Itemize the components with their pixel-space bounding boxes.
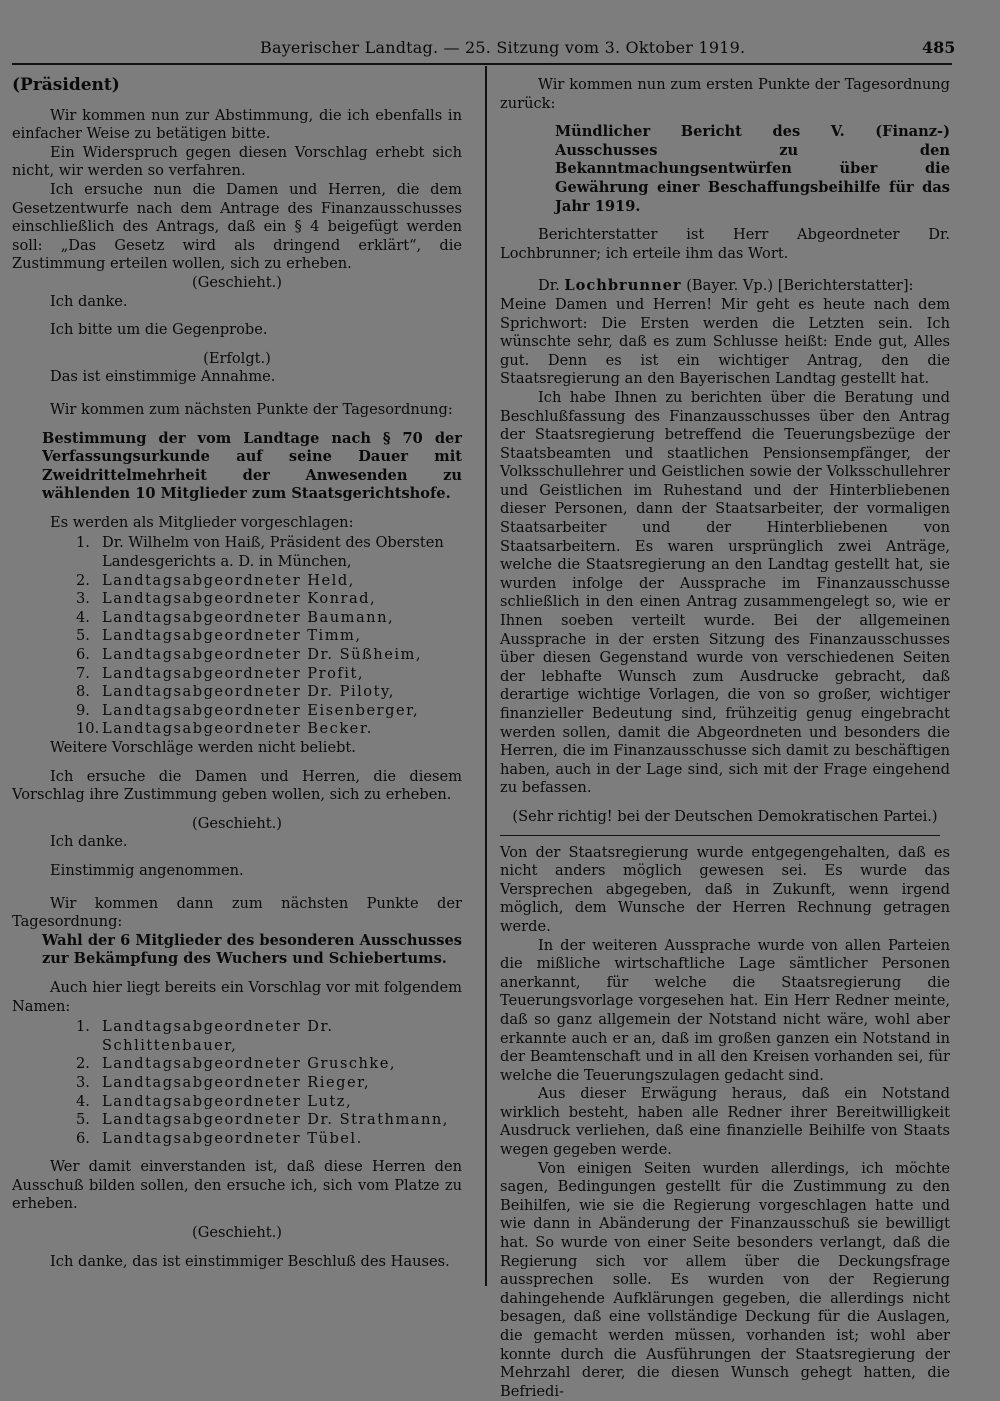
list-item: 6. Landtagsabgeordneter Tübel. xyxy=(76,1129,363,1147)
stage-direction: (Erfolgt.) xyxy=(203,349,271,367)
list-item: 1. Dr. Wilhelm von Haiß, Präsident des Obersten Landesgerichts a. D. in München, xyxy=(76,534,444,571)
paragraph: Das ist einstimmige Annahme. xyxy=(50,368,276,386)
member-list xyxy=(12,1018,462,1148)
paragraph: Wir kommen nun zum ersten Punkte der Tagesordnung zurück: xyxy=(500,76,950,112)
speaker-line xyxy=(500,277,950,296)
column-divider xyxy=(485,66,487,1286)
list-item: 5. Landtagsabgeordneter Timm, xyxy=(76,627,362,645)
paragraph: In der weiteren Aussprache wurde von allen Parteien die mißliche wirtschaftliche Lage sämtlicher Personen anerkannt, für welche die Staatsregierung die Teuerungsvorlage vorgesehen hat. Ein Herr Redner meinte, daß so ganz allgemein der Notstand nicht wäre, wohl aber erkannte auch er an, daß im großen ganzen ein Notstand in der Beamtenschaft und in all den Kreisen vorhanden sei, für welche die Teuerungszulagen gedacht sind. xyxy=(500,936,950,1084)
speaker-party: (Bayer. Vp.) [Berichterstatter]: xyxy=(686,277,914,295)
stage-direction: (Sehr richtig! bei der Deutschen Demokratischen Partei.) xyxy=(512,807,938,825)
list-item: 2. Landtagsabgeordneter Held, xyxy=(76,571,355,589)
speaker-prefix: Dr. xyxy=(538,277,560,295)
list-item: 1. Landtagsabgeordneter Dr. Schlittenbauer, xyxy=(76,1018,334,1054)
page-number: 485 xyxy=(922,38,956,57)
paragraph: Von einigen Seiten wurden allerdings, ich möchte sagen, Bedingungen gestellt für die Zustimmung zu den Beihilfen, wie sie die Regierung vorgeschlagen hatte und wie dann in Abänderung der Finanzausschuß sie bewilligt hat. So wurde von einer Seite besonders verlangt, daß die Regierung sich vor allem über die Deckungsfrage aussprechen solle. Es wurden von der Regierung dahingehende Aufklärungen gegeben, die allerdings nicht besagen, daß eine vollständige Deckung für die Auslagen, die gemacht werden müssen, vorhanden ist; wohl aber konnte durch die Ausführungen der Staatsregierung der Mehrzahl derer, die diesen Wunsch gehegt hatten, die Befriedi- xyxy=(500,1159,950,1400)
paragraph: Weitere Vorschläge werden nicht beliebt. xyxy=(50,739,356,756)
list-item: 4. Landtagsabgeordneter Baumann, xyxy=(76,608,395,626)
stage-direction: (Geschieht.) xyxy=(192,1224,282,1242)
paragraph: Wir kommen zum nächsten Punkte der Tagesordnung: xyxy=(50,400,453,418)
paragraph: Ich danke, das ist einstimmiger Beschluß des Hauses. xyxy=(50,1252,450,1270)
speaker-heading: (Präsident) xyxy=(12,75,120,95)
stage-direction: (Geschieht.) xyxy=(192,273,282,291)
paragraph: Ich danke. xyxy=(50,292,128,310)
list-item: 9. Landtagsabgeordneter Eisenberger, xyxy=(76,701,420,719)
list-item: 3. Landtagsabgeordneter Konrad, xyxy=(76,590,377,608)
paragraph: Ich habe Ihnen zu berichten über die Beratung und Beschlußfassung des Finanzausschusses über den Antrag der Staatsregierung betreffend die Teuerungsbezüge der Staatsbeamten und staatlichen Pensionsempfänger, der Volksschullehrer und Geistlichen sowie der Volksschullehrer und Geistlichen im Ruhestand und der Hinterbliebenen dieser Personen, dann der Staatsarbeiter, der vormaligen Staatsarbeiter und der Hinterbliebenen von Staatsarbeitern. Es waren ursprünglich zwei Anträge, welche die Staatsregierung an den Landtag gestellt hat, sie wurden infolge der Aussprache im Finanzausschusse schließlich in den einen Antrag zusammengelegt so, wie er Ihnen soeben verteilt wurde. Bei der allgemeinen Aussprache in der ersten Sitzung des Finanzausschusses über diesen Gegenstand wurde von verschiedenen Seiten der lebhafte Wunsch zum Ausdrucke gebracht, daß derartige wichtige Vorlagen, die von so großer, wichtiger finanzieller Bedeutung sind, frühzeitig genug eingebracht werden sollen, damit die Abgeordneten und besonders die Herren, die im Finanzausschusse sich damit zu beschäftigen haben, auch in der Lage sind, sich mit der Frage eingehend zu befassen. xyxy=(500,388,950,797)
paragraph: Berichterstatter ist Herr Abgeordneter Dr. Lochbrunner; ich erteile ihm das Wort. xyxy=(500,226,950,262)
paragraph: Wir kommen dann zum nächsten Punkte der Tagesordnung: xyxy=(12,894,462,931)
list-item: 4. Landtagsabgeordneter Lutz, xyxy=(76,1092,353,1110)
list-item: 7. Landtagsabgeordneter Profit, xyxy=(76,664,364,682)
list-item: 3. Landtagsabgeordneter Rieger, xyxy=(76,1073,371,1091)
agenda-item: Bestimmung der vom Landtage nach § 70 der Verfassungsurkunde auf seine Dauer mit Zweidrittelmehrheit der Anwesenden zu wählenden 10 Mitglieder zum Staatsgerichtshofe. xyxy=(42,429,462,503)
paragraph: Ich bitte um die Gegenprobe. xyxy=(50,321,268,339)
paragraph: Einstimmig angenommen. xyxy=(50,861,244,879)
right-column xyxy=(500,76,950,1401)
paragraph: Ich ersuche die Damen und Herren, die diesem Vorschlag ihre Zustimmung geben wollen, sich zu erheben. xyxy=(12,767,462,804)
paragraph: Ein Widerspruch gegen diesen Vorschlag erhebt sich nicht, wir werden so verfahren. xyxy=(12,143,462,180)
agenda-item: Wahl der 6 Mitglieder des besonderen Ausschusses zur Bekämpfung des Wuchers und Schiebertums. xyxy=(42,931,462,968)
list-item: 8. Landtagsabgeordneter Dr. Piloty, xyxy=(76,683,395,701)
list-item: 6. Landtagsabgeordneter Dr. Süßheim, xyxy=(76,646,422,664)
paragraph: Wir kommen nun zur Abstimmung, die ich ebenfalls in einfacher Weise zu betätigen bitte. xyxy=(12,106,462,143)
separator-rule xyxy=(500,835,940,836)
paragraph: Meine Damen und Herren! Mir geht es heute nach dem Sprichwort: Die Ersten werden die Letzten sein. Ich wünschte sehr, daß es zum Schlusse heißt: Ende gut, Alles gut. Denn es ist ein wichtiger Antrag, den die Staatsregierung an den Bayerischen Landtag gestellt hat. xyxy=(500,295,950,388)
list-item: 5. Landtagsabgeordneter Dr. Strathmann, xyxy=(76,1111,449,1129)
paragraph: Wer damit einverstanden ist, daß diese Herren den Ausschuß bilden sollen, den ersuche ich, sich vom Platze zu erheben. xyxy=(12,1158,462,1213)
running-title: Bayerischer Landtag. — 25. Sitzung vom 3. Oktober 1919. xyxy=(260,38,746,57)
member-list xyxy=(12,534,462,739)
paragraph: Aus dieser Erwägung heraus, daß ein Notstand wirklich besteht, haben alle Redner ihrer Bereitwilligkeit Ausdruck verliehen, daß eine finanzielle Beihilfe von Staats wegen gegeben werde. xyxy=(500,1085,950,1159)
paragraph: Ich danke. xyxy=(50,833,128,851)
paragraph: Von der Staatsregierung wurde entgegengehalten, daß es nicht anders möglich gewesen sei. Es wurde das Versprechen abgegeben, daß in Zukunft, wenn irgend möglich, dem Wunsche der Herren Rechnung getragen werde. xyxy=(500,843,950,935)
header-rule xyxy=(12,63,952,65)
page-header xyxy=(0,38,1000,62)
paragraph: Es werden als Mitglieder vorgeschlagen: xyxy=(50,513,354,531)
speaker-name: Lochbrunner xyxy=(564,277,682,295)
stage-direction: (Geschieht.) xyxy=(192,814,282,832)
paragraph: Auch hier liegt bereits ein Vorschlag vor mit folgendem Namen: xyxy=(12,978,462,1015)
list-item: 2. Landtagsabgeordneter Gruschke, xyxy=(76,1055,397,1073)
paragraph: Ich ersuche nun die Damen und Herren, die dem Gesetzentwurfe nach dem Antrage des Finanzausschusses einschließlich des Antrags, daß ein § 4 beigefügt werden soll: „Das Gesetz wird als dringend erklärt“, die Zustimmung erteilen wollen, sich zu erheben. xyxy=(12,180,462,273)
list-item: 10. Landtagsabgeordneter Becker. xyxy=(76,720,373,738)
agenda-item: Mündlicher Bericht des V. (Finanz-) Ausschusses zu den Bekanntmachungsentwürfen über die Gewährung einer Beschaffungsbeihilfe für das Jahr 1919. xyxy=(555,123,950,215)
left-column xyxy=(12,76,462,1271)
